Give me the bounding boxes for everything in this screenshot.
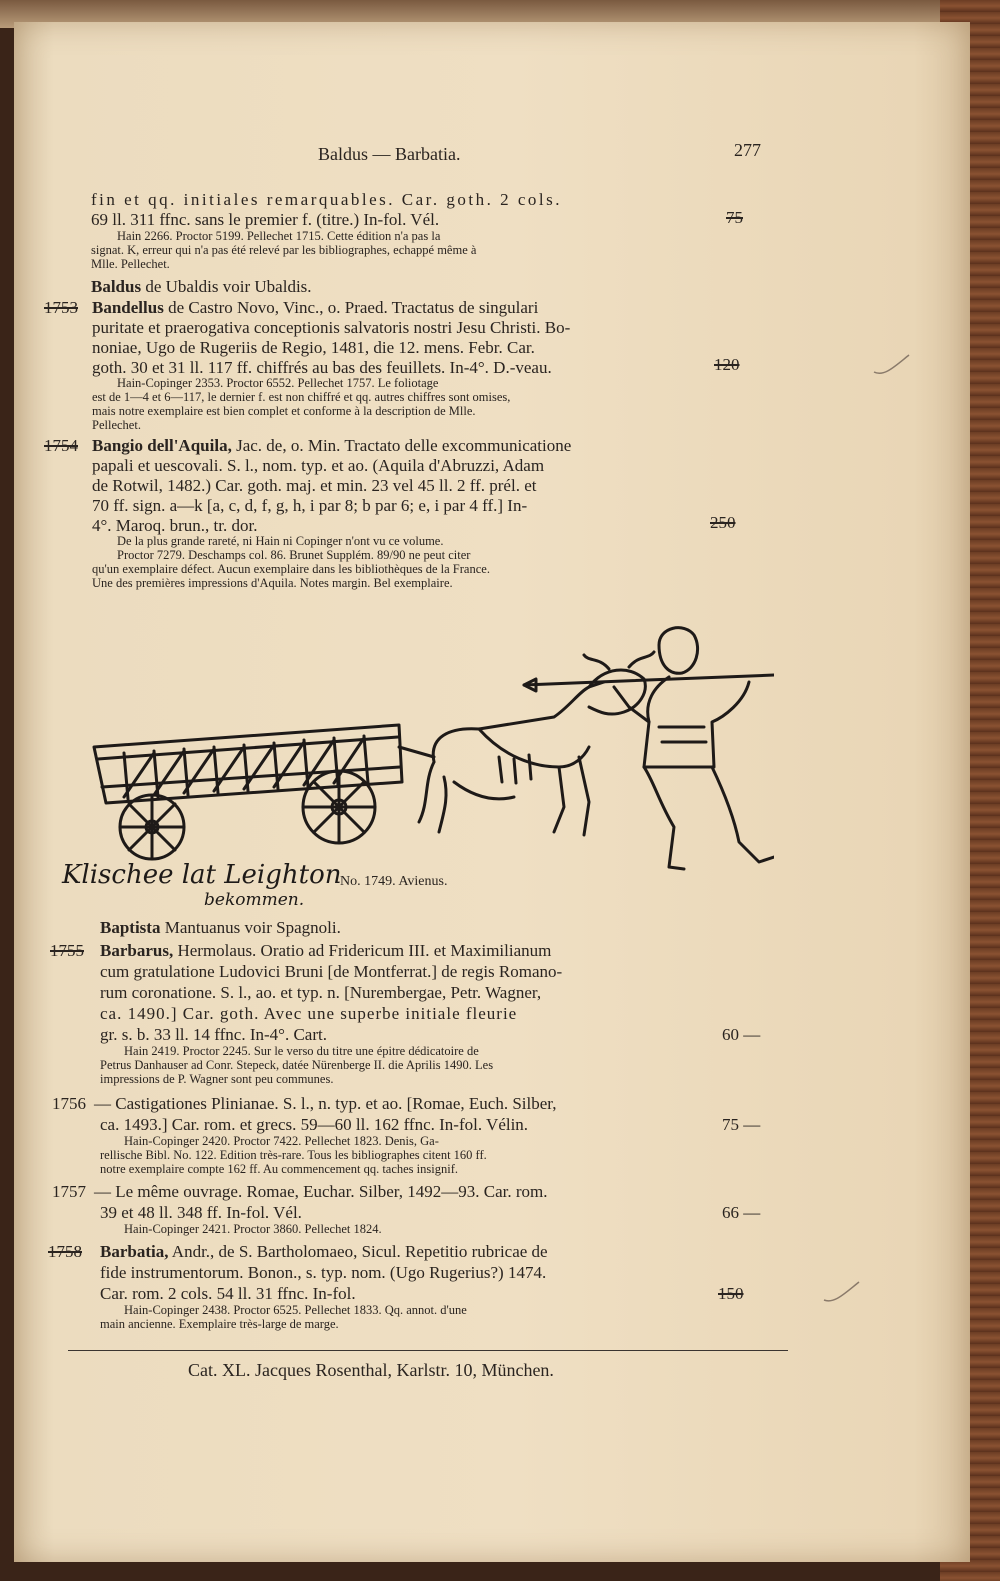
- entry-head: Bandellus: [92, 298, 164, 317]
- margin-check-mark: [869, 347, 919, 387]
- entry-line: rum coronatione. S. l., ao. et typ. n. [Nurembergae, Petr. Wagner,: [100, 983, 542, 1002]
- entry-line: ca. 1493.] Car. rom. et grecs. 59—60 ll. 162 ffnc. In-fol. Vélin.: [100, 1115, 529, 1134]
- woodcut-illustration: [84, 607, 774, 887]
- price: 75: [726, 208, 743, 227]
- entry-note: Pellechet.: [92, 418, 141, 432]
- entry-note: est de 1—4 et 6—117, le dernier f. est non chiffré et qq. autres chiffres sont omises,: [92, 390, 511, 404]
- entry-note: main ancienne. Exemplaire très-large de marge.: [100, 1317, 339, 1331]
- entry-note: Mlle. Pellechet.: [91, 257, 170, 271]
- entry-line: Car. rom. 2 cols. 54 ll. 31 ffnc. In-fol.: [100, 1284, 356, 1303]
- price: 250: [710, 513, 736, 532]
- entry-line: de Rotwil, 1482.) Car. goth. maj. et min. 23 vel 45 ll. 2 ff. prél. et: [92, 476, 537, 495]
- entry-number-value: 1755: [50, 941, 84, 960]
- entry-line: 4°. Maroq. brun., tr. dor.: [92, 516, 258, 535]
- entry-note: Hain-Copinger 2421. Proctor 3860. Pellechet 1824.: [124, 1222, 382, 1236]
- entry-first-line: [92, 298, 538, 318]
- price: 75 —: [722, 1115, 761, 1134]
- footer-rule: [68, 1350, 788, 1351]
- entry-note: mais notre exemplaire est bien complet et conforme à la description de Mlle.: [92, 404, 476, 418]
- entry-note: Proctor 7279. Deschamps col. 86. Brunet Supplém. 89/90 ne peut citer: [117, 548, 471, 562]
- catalog-page: [14, 22, 970, 1562]
- entry-note: signat. K, erreur qui n'a pas été relevé par les bibliographes, echappé même à: [91, 243, 477, 257]
- entry-line: papali et uescovali. S. l., nom. typ. et ao. (Aquila d'Abruzzi, Adam: [92, 456, 545, 475]
- page-number: 277: [734, 140, 761, 160]
- entry-first-line: [100, 941, 551, 961]
- cross-reference-text: Mantuanus voir Spagnoli.: [160, 918, 341, 937]
- entry-head: Barbatia,: [100, 1242, 169, 1261]
- entry-first-line: [92, 436, 571, 456]
- cross-reference-text: de Ubaldis voir Ubaldis.: [141, 277, 312, 296]
- entry-line: — Le même ouvrage. Romae, Euchar. Silber, 1492—93. Car. rom.: [94, 1182, 548, 1201]
- cross-reference-head: Baldus: [91, 277, 142, 296]
- entry-number-value: 1753: [44, 298, 78, 317]
- entry-first-line: [100, 1242, 548, 1262]
- entry-number: 1756: [52, 1094, 86, 1113]
- price: 66 —: [722, 1203, 761, 1222]
- price: 120: [714, 355, 740, 374]
- entry-note: Hain 2266. Proctor 5199. Pellechet 1715. Cette édition n'a pas la: [117, 229, 441, 243]
- entry-number-value: 1754: [44, 436, 78, 455]
- cross-reference: [91, 277, 312, 297]
- footer-imprint: Cat. XL. Jacques Rosenthal, Karlstr. 10, München.: [188, 1360, 554, 1380]
- entry-note: Hain-Copinger 2353. Proctor 6552. Pellechet 1757. Le foliotage: [117, 376, 439, 390]
- entry-number: 1757: [52, 1182, 86, 1201]
- driver-drawing: [524, 628, 774, 869]
- entry-line: Hermolaus. Oratio ad Fridericum III. et Maximilianum: [173, 941, 552, 960]
- entry-line: Andr., de S. Bartholomaeo, Sicul. Repetitio rubricae de: [168, 1242, 548, 1261]
- entry-number-value: 1758: [48, 1242, 82, 1261]
- price: 150: [718, 1284, 744, 1303]
- entry-note: De la plus grande rareté, ni Hain ni Copinger n'ont vu ce volume.: [117, 534, 444, 548]
- entry-head: Barbarus,: [100, 941, 174, 960]
- entry-line: noniae, Ugo de Rugeriis de Regio, 1481, die 12. mens. Febr. Car.: [92, 338, 535, 357]
- entry-line: ca. 1490.] Car. goth. Avec une superbe initiale fleurie: [100, 1004, 518, 1023]
- cross-reference: [100, 918, 341, 938]
- entry-line: goth. 30 et 31 ll. 117 ff. chiffrés au bas des feuillets. In-4°. D.-veau.: [92, 358, 552, 377]
- entry-line: fin et qq. initiales remarquables. Car. goth. 2 cols.: [91, 190, 563, 209]
- margin-check-mark: [819, 1272, 869, 1312]
- entry-line: Jac. de, o. Min. Tractato delle excommunicatione: [231, 436, 572, 455]
- entry-note: Une des premières impressions d'Aquila. Notes margin. Bel exemplaire.: [92, 576, 453, 590]
- entry-number: [44, 436, 78, 456]
- entry-head: Bangio dell'Aquila,: [92, 436, 232, 455]
- entry-note: Petrus Danhauser ad Conr. Stepeck, datée Nürenberge II. die Aprilis 1490. Les: [100, 1058, 494, 1072]
- entry-line: 69 ll. 311 ffnc. sans le premier f. (titre.) In-fol. Vél.: [91, 210, 440, 229]
- entry-note: Hain 2419. Proctor 2245. Sur le verso du titre une épitre dédicatoire de: [124, 1044, 479, 1058]
- running-title: Baldus — Barbatia.: [318, 144, 461, 164]
- cart-drawing: [94, 725, 434, 859]
- entry-line: — Castigationes Plinianae. S. l., n. typ. et ao. [Romae, Euch. Silber,: [94, 1094, 557, 1113]
- entry-line: fide instrumentorum. Bonon., s. typ. nom. (Ugo Rugerius?) 1474.: [100, 1263, 547, 1282]
- handwritten-note: Klischee lat Leighton: [62, 860, 342, 890]
- entry-line: cum gratulatione Ludovici Bruni [de Montferrat.] de regis Romano-: [100, 962, 563, 981]
- entry-note: qu'un exemplaire défect. Aucun exemplaire dans les bibliothèques de la France.: [92, 562, 490, 576]
- handwritten-note: bekommen.: [204, 890, 305, 910]
- figure-caption: No. 1749. Avienus.: [340, 874, 448, 889]
- entry-line: 70 ff. sign. a—k [a, c, d, f, g, h, i par 8; b par 6; e, i par 4 ff.] In-: [92, 496, 528, 515]
- entry-line: gr. s. b. 33 ll. 14 ffnc. In-4°. Cart.: [100, 1025, 327, 1044]
- entry-note: Hain-Copinger 2420. Proctor 7422. Pellechet 1823. Denis, Ga-: [124, 1134, 439, 1148]
- entry-line: de Castro Novo, Vinc., o. Praed. Tractatus de singulari: [163, 298, 539, 317]
- entry-note: notre exemplaire compte 162 ff. Au commencement qq. taches insignif.: [100, 1162, 458, 1176]
- price: 60 —: [722, 1025, 761, 1044]
- entry-note: Hain-Copinger 2438. Proctor 6525. Pellechet 1833. Qq. annot. d'une: [124, 1303, 467, 1317]
- entry-number: [44, 298, 78, 318]
- entry-note: rellische Bibl. No. 122. Edition très-rare. Tous les bibliographes citent 160 ff.: [100, 1148, 487, 1162]
- entry-line: 39 et 48 ll. 348 ff. In-fol. Vél.: [100, 1203, 302, 1222]
- entry-note: impressions de P. Wagner sont peu communes.: [100, 1072, 334, 1086]
- entry-line: puritate et praerogativa conceptionis salvatoris nostri Jesu Christi. Bo-: [92, 318, 571, 337]
- cross-reference-head: Baptista: [100, 918, 161, 937]
- entry-number: [48, 1242, 82, 1262]
- entry-number: [50, 941, 84, 961]
